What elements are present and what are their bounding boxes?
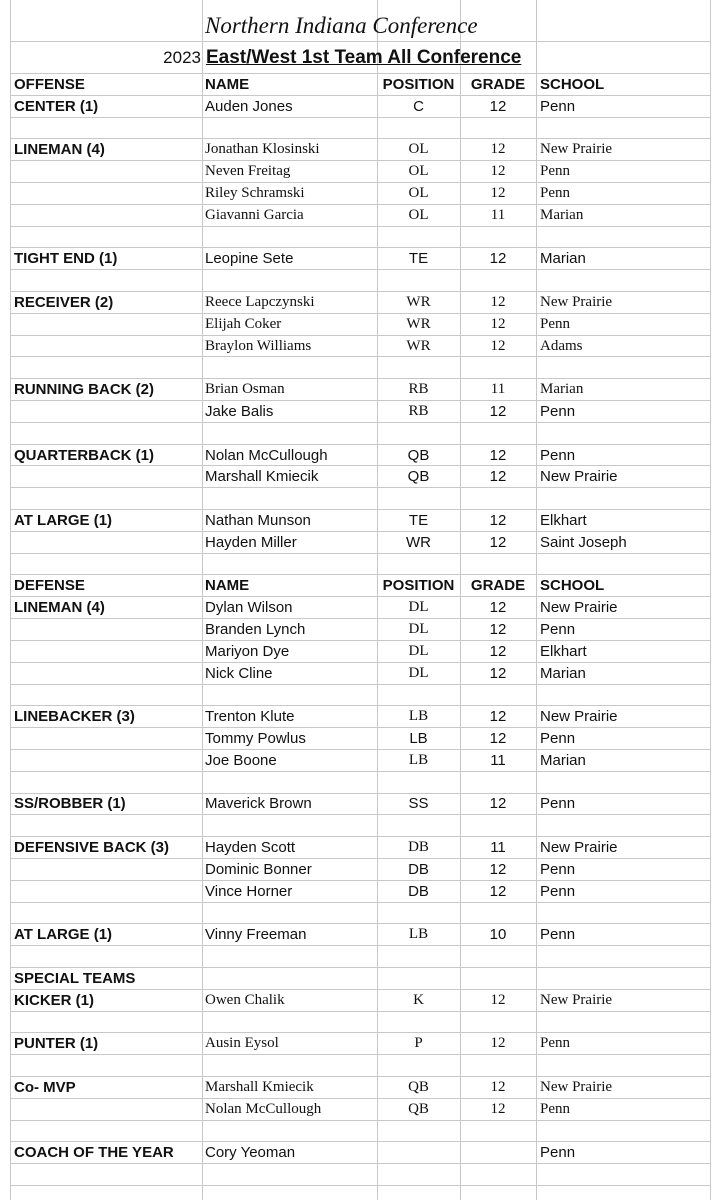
name-cell: Giavanni Garcia xyxy=(205,206,304,223)
name-cell: Nick Cline xyxy=(205,664,273,682)
table-row xyxy=(10,379,710,401)
grade-cell: 12 xyxy=(490,1100,506,1117)
name-cell: NAME xyxy=(205,577,250,595)
grade-cell: 12 xyxy=(489,795,507,813)
category-cell xyxy=(14,859,200,880)
school-cell: Marian xyxy=(540,381,584,398)
table-row xyxy=(10,706,710,728)
school-cell: Penn xyxy=(540,402,576,420)
category-cell: LINEMAN (4) xyxy=(14,141,105,159)
name-cell: Nathan Munson xyxy=(205,511,311,529)
category-cell xyxy=(14,641,200,662)
spacer-row xyxy=(10,1055,710,1077)
category-cell: KICKER (1) xyxy=(14,991,95,1009)
grade-cell: 12 xyxy=(489,402,507,420)
position-cell: DB xyxy=(408,860,429,878)
school-cell: Penn xyxy=(540,795,576,813)
position-cell: DL xyxy=(408,642,429,659)
name-cell: Cory Yeoman xyxy=(205,1144,296,1162)
name-cell: Vinny Freeman xyxy=(205,926,307,944)
school-cell: Penn xyxy=(540,163,570,180)
table-row xyxy=(10,161,710,183)
table-row xyxy=(10,1142,710,1164)
table-row xyxy=(10,924,710,946)
grade-cell: 12 xyxy=(489,708,507,726)
category-cell: OFFENSE xyxy=(14,75,85,93)
table-row xyxy=(10,205,710,227)
position-cell: RB xyxy=(408,381,429,398)
name-cell: Riley Schramski xyxy=(205,184,305,201)
spacer-row xyxy=(10,423,710,445)
category-cell: PUNTER (1) xyxy=(14,1035,99,1053)
position-cell: WR xyxy=(406,533,431,551)
spacer-row xyxy=(10,488,710,510)
school-cell: SCHOOL xyxy=(540,75,605,93)
name-cell: Dylan Wilson xyxy=(205,599,293,617)
spacer-row xyxy=(10,227,710,249)
position-cell: DB xyxy=(408,882,429,900)
spacer-row xyxy=(10,357,710,379)
category-cell: RUNNING BACK (2) xyxy=(14,381,154,399)
school-cell: Penn xyxy=(540,184,570,201)
position-cell: LB xyxy=(409,730,428,747)
category-cell xyxy=(14,466,200,487)
table-row xyxy=(10,336,710,358)
position-cell: DL xyxy=(408,599,429,616)
position-cell: SS xyxy=(408,795,429,813)
spacer-row xyxy=(10,772,710,794)
grade-cell: 12 xyxy=(489,468,507,486)
grade-cell: GRADE xyxy=(470,75,526,93)
grade-cell: 12 xyxy=(490,1078,506,1095)
position-cell: LB xyxy=(408,708,429,725)
table-row xyxy=(10,314,710,336)
grade-cell: 12 xyxy=(489,446,507,464)
grade-cell: 10 xyxy=(489,926,507,944)
category-cell xyxy=(14,728,200,749)
category-cell xyxy=(14,532,200,553)
grade-cell: 12 xyxy=(489,860,507,878)
grade-cell: 12 xyxy=(489,642,507,660)
name-cell: Maverick Brown xyxy=(205,795,312,813)
school-cell: Marian xyxy=(540,206,584,223)
position-cell: DL xyxy=(408,664,429,681)
position-cell: POSITION xyxy=(382,75,455,93)
name-cell: Elijah Coker xyxy=(205,315,282,332)
grade-cell: 12 xyxy=(489,511,507,529)
section-header-row xyxy=(10,74,710,96)
school-cell: Adams xyxy=(540,337,583,354)
school-cell: SCHOOL xyxy=(540,577,605,595)
school-cell: New Prairie xyxy=(540,293,613,310)
grade-cell: 12 xyxy=(489,730,507,747)
table-row xyxy=(10,990,710,1012)
school-cell: New Prairie xyxy=(540,708,618,726)
spacer-row xyxy=(10,946,710,968)
spacer-row xyxy=(10,1164,710,1186)
school-cell: New Prairie xyxy=(540,141,613,158)
position-cell: OL xyxy=(408,206,429,223)
category-cell: QUARTERBACK (1) xyxy=(14,446,154,464)
school-cell: Saint Joseph xyxy=(540,533,627,551)
table-row xyxy=(10,445,710,467)
category-cell: DEFENSIVE BACK (3) xyxy=(14,839,170,857)
table-row xyxy=(10,292,710,314)
name-cell: Marshall Kmiecik xyxy=(205,468,319,486)
spacer-row xyxy=(10,685,710,707)
school-cell: Penn xyxy=(540,1100,570,1117)
school-cell: Penn xyxy=(540,882,576,900)
school-cell: Marian xyxy=(540,250,586,268)
table-row xyxy=(10,641,710,663)
category-cell: SPECIAL TEAMS xyxy=(14,969,136,987)
category-cell xyxy=(14,314,200,335)
table-row xyxy=(10,510,710,532)
school-cell: Marian xyxy=(540,751,586,769)
school-cell: New Prairie xyxy=(540,1078,613,1095)
name-cell: Mariyon Dye xyxy=(205,642,290,660)
category-cell: AT LARGE (1) xyxy=(14,511,113,529)
school-cell: Penn xyxy=(540,446,576,464)
table-row xyxy=(10,619,710,641)
position-cell: DB xyxy=(408,839,429,856)
name-cell: Joe Boone xyxy=(205,751,277,769)
grade-cell: 12 xyxy=(490,337,506,354)
season-year: 2023 xyxy=(163,47,201,67)
category-cell xyxy=(14,619,200,640)
category-cell xyxy=(14,750,200,771)
school-cell: Penn xyxy=(540,730,576,747)
position-cell: LB xyxy=(408,926,429,943)
position-cell: POSITION xyxy=(382,577,455,595)
category-cell xyxy=(14,663,200,684)
school-cell: Penn xyxy=(540,926,576,944)
name-cell: Nolan McCullough xyxy=(205,1100,322,1117)
spacer-row xyxy=(10,1012,710,1034)
position-cell: QB xyxy=(408,1100,429,1117)
position-cell: QB xyxy=(407,446,430,464)
grade-cell: 12 xyxy=(489,533,507,551)
table-row xyxy=(10,881,710,903)
name-cell: Hayden Miller xyxy=(205,533,297,551)
table-row xyxy=(10,401,710,423)
position-cell: WR xyxy=(406,315,431,332)
table-row xyxy=(10,1077,710,1099)
position-cell: OL xyxy=(408,163,429,180)
position-cell: TE xyxy=(408,250,429,268)
school-cell: Penn xyxy=(540,97,576,115)
table-row xyxy=(10,96,710,118)
position-cell xyxy=(377,1142,460,1163)
table-row xyxy=(10,597,710,619)
school-cell: Elkhart xyxy=(540,642,587,660)
spacer-row xyxy=(10,1121,710,1143)
category-cell: TIGHT END (1) xyxy=(14,250,118,268)
school-cell: New Prairie xyxy=(540,839,618,857)
category-cell: DEFENSE xyxy=(14,577,85,595)
grade-cell: 12 xyxy=(490,141,506,158)
grade-cell xyxy=(460,1142,536,1163)
name-cell: Jonathan Klosinski xyxy=(205,141,320,158)
spacer-row xyxy=(10,554,710,576)
spacer-row xyxy=(10,903,710,925)
grade-cell: 12 xyxy=(490,163,506,180)
name-cell: Hayden Scott xyxy=(205,839,296,857)
category-cell: Co- MVP xyxy=(14,1078,76,1096)
grade-cell: 12 xyxy=(490,1035,506,1052)
name-cell: NAME xyxy=(205,75,250,93)
position-cell: QB xyxy=(407,468,430,486)
name-cell: Trenton Klute xyxy=(205,708,295,726)
category-cell xyxy=(14,336,200,357)
subtitle-row xyxy=(10,42,710,74)
position-cell: OL xyxy=(408,184,429,201)
name-cell: Marshall Kmiecik xyxy=(205,1078,314,1095)
school-cell: New Prairie xyxy=(540,599,618,617)
section-title-row xyxy=(10,968,710,990)
name-cell: Auden Jones xyxy=(205,97,293,115)
grade-cell: 11 xyxy=(490,839,506,857)
position-cell: DL xyxy=(408,620,429,637)
school-cell: Penn xyxy=(540,315,570,332)
conference-title: Northern Indiana Conference xyxy=(205,12,478,38)
school-cell: New Prairie xyxy=(540,991,613,1008)
category-cell xyxy=(14,205,200,226)
table-row xyxy=(10,466,710,488)
name-cell: Tommy Powlus xyxy=(205,730,306,747)
name-cell: Dominic Bonner xyxy=(205,860,312,878)
grade-cell: 12 xyxy=(489,620,507,638)
position-cell: OL xyxy=(408,141,429,158)
position-cell: WR xyxy=(406,293,431,310)
table-row xyxy=(10,750,710,772)
title-row xyxy=(10,10,710,42)
name-cell: Reece Lapczynski xyxy=(205,293,315,310)
table-row xyxy=(10,837,710,859)
category-cell: SS/ROBBER (1) xyxy=(14,795,126,813)
grade-cell: 12 xyxy=(489,599,507,617)
name-cell: Jake Balis xyxy=(205,402,274,420)
table-row xyxy=(10,794,710,816)
school-cell: Penn xyxy=(540,620,576,638)
grade-cell: 11 xyxy=(490,751,506,769)
grade-cell: 12 xyxy=(489,250,507,268)
name-cell: Neven Freitag xyxy=(205,163,291,180)
grade-cell: 11 xyxy=(490,381,506,398)
section-header-row xyxy=(10,575,710,597)
category-cell: AT LARGE (1) xyxy=(14,926,113,944)
grade-cell: 12 xyxy=(490,184,506,201)
school-cell: New Prairie xyxy=(540,468,618,486)
category-cell: LINEMAN (4) xyxy=(14,599,105,617)
spacer-row xyxy=(10,270,710,292)
position-cell: LB xyxy=(408,751,429,768)
position-cell: WR xyxy=(406,337,431,354)
position-cell: QB xyxy=(408,1078,429,1095)
category-cell: RECEIVER (2) xyxy=(14,293,114,311)
table-row xyxy=(10,248,710,270)
team-title: East/West 1st Team All Conference xyxy=(206,46,522,68)
name-cell: Brian Osman xyxy=(205,381,285,398)
table-row xyxy=(10,663,710,685)
name-cell: Braylon Williams xyxy=(205,337,312,354)
position-cell: C xyxy=(413,97,424,115)
grade-cell: 11 xyxy=(490,206,506,223)
name-cell: Vince Horner xyxy=(205,882,293,900)
grade-cell: 12 xyxy=(489,97,507,115)
name-cell: Owen Chalik xyxy=(205,991,285,1008)
category-cell: COACH OF THE YEAR xyxy=(14,1144,174,1162)
school-cell: Elkhart xyxy=(540,511,587,529)
table-row xyxy=(10,139,710,161)
grade-cell: GRADE xyxy=(470,577,526,595)
category-cell xyxy=(14,881,200,902)
school-cell: Penn xyxy=(540,860,576,878)
school-cell: Marian xyxy=(540,664,586,682)
table-row xyxy=(10,859,710,881)
grade-cell: 12 xyxy=(489,664,507,682)
category-cell: CENTER (1) xyxy=(14,97,99,115)
table-row xyxy=(10,1033,710,1055)
grade-cell: 12 xyxy=(489,882,507,900)
table-row xyxy=(10,728,710,750)
category-cell xyxy=(14,183,200,204)
grade-cell: 12 xyxy=(490,293,506,310)
category-cell xyxy=(14,161,200,182)
name-cell: Nolan McCullough xyxy=(205,446,328,464)
name-cell: Branden Lynch xyxy=(205,620,306,638)
table-row xyxy=(10,532,710,554)
spacer-row xyxy=(10,118,710,140)
position-cell: K xyxy=(413,991,424,1008)
category-cell xyxy=(14,401,200,422)
position-cell: TE xyxy=(408,511,429,529)
grade-cell: 12 xyxy=(490,315,506,332)
position-cell: P xyxy=(414,1035,423,1052)
name-cell: Ausin Eysol xyxy=(205,1035,279,1052)
position-cell: RB xyxy=(408,402,429,419)
category-cell xyxy=(14,1099,200,1120)
table-row xyxy=(10,183,710,205)
grade-cell: 12 xyxy=(490,991,506,1008)
category-cell: LINEBACKER (3) xyxy=(14,708,135,726)
school-cell: Penn xyxy=(540,1035,570,1052)
school-cell: Penn xyxy=(540,1144,576,1162)
name-cell: Leopine Sete xyxy=(205,250,294,268)
table-row xyxy=(10,1099,710,1121)
spacer-row xyxy=(10,815,710,837)
